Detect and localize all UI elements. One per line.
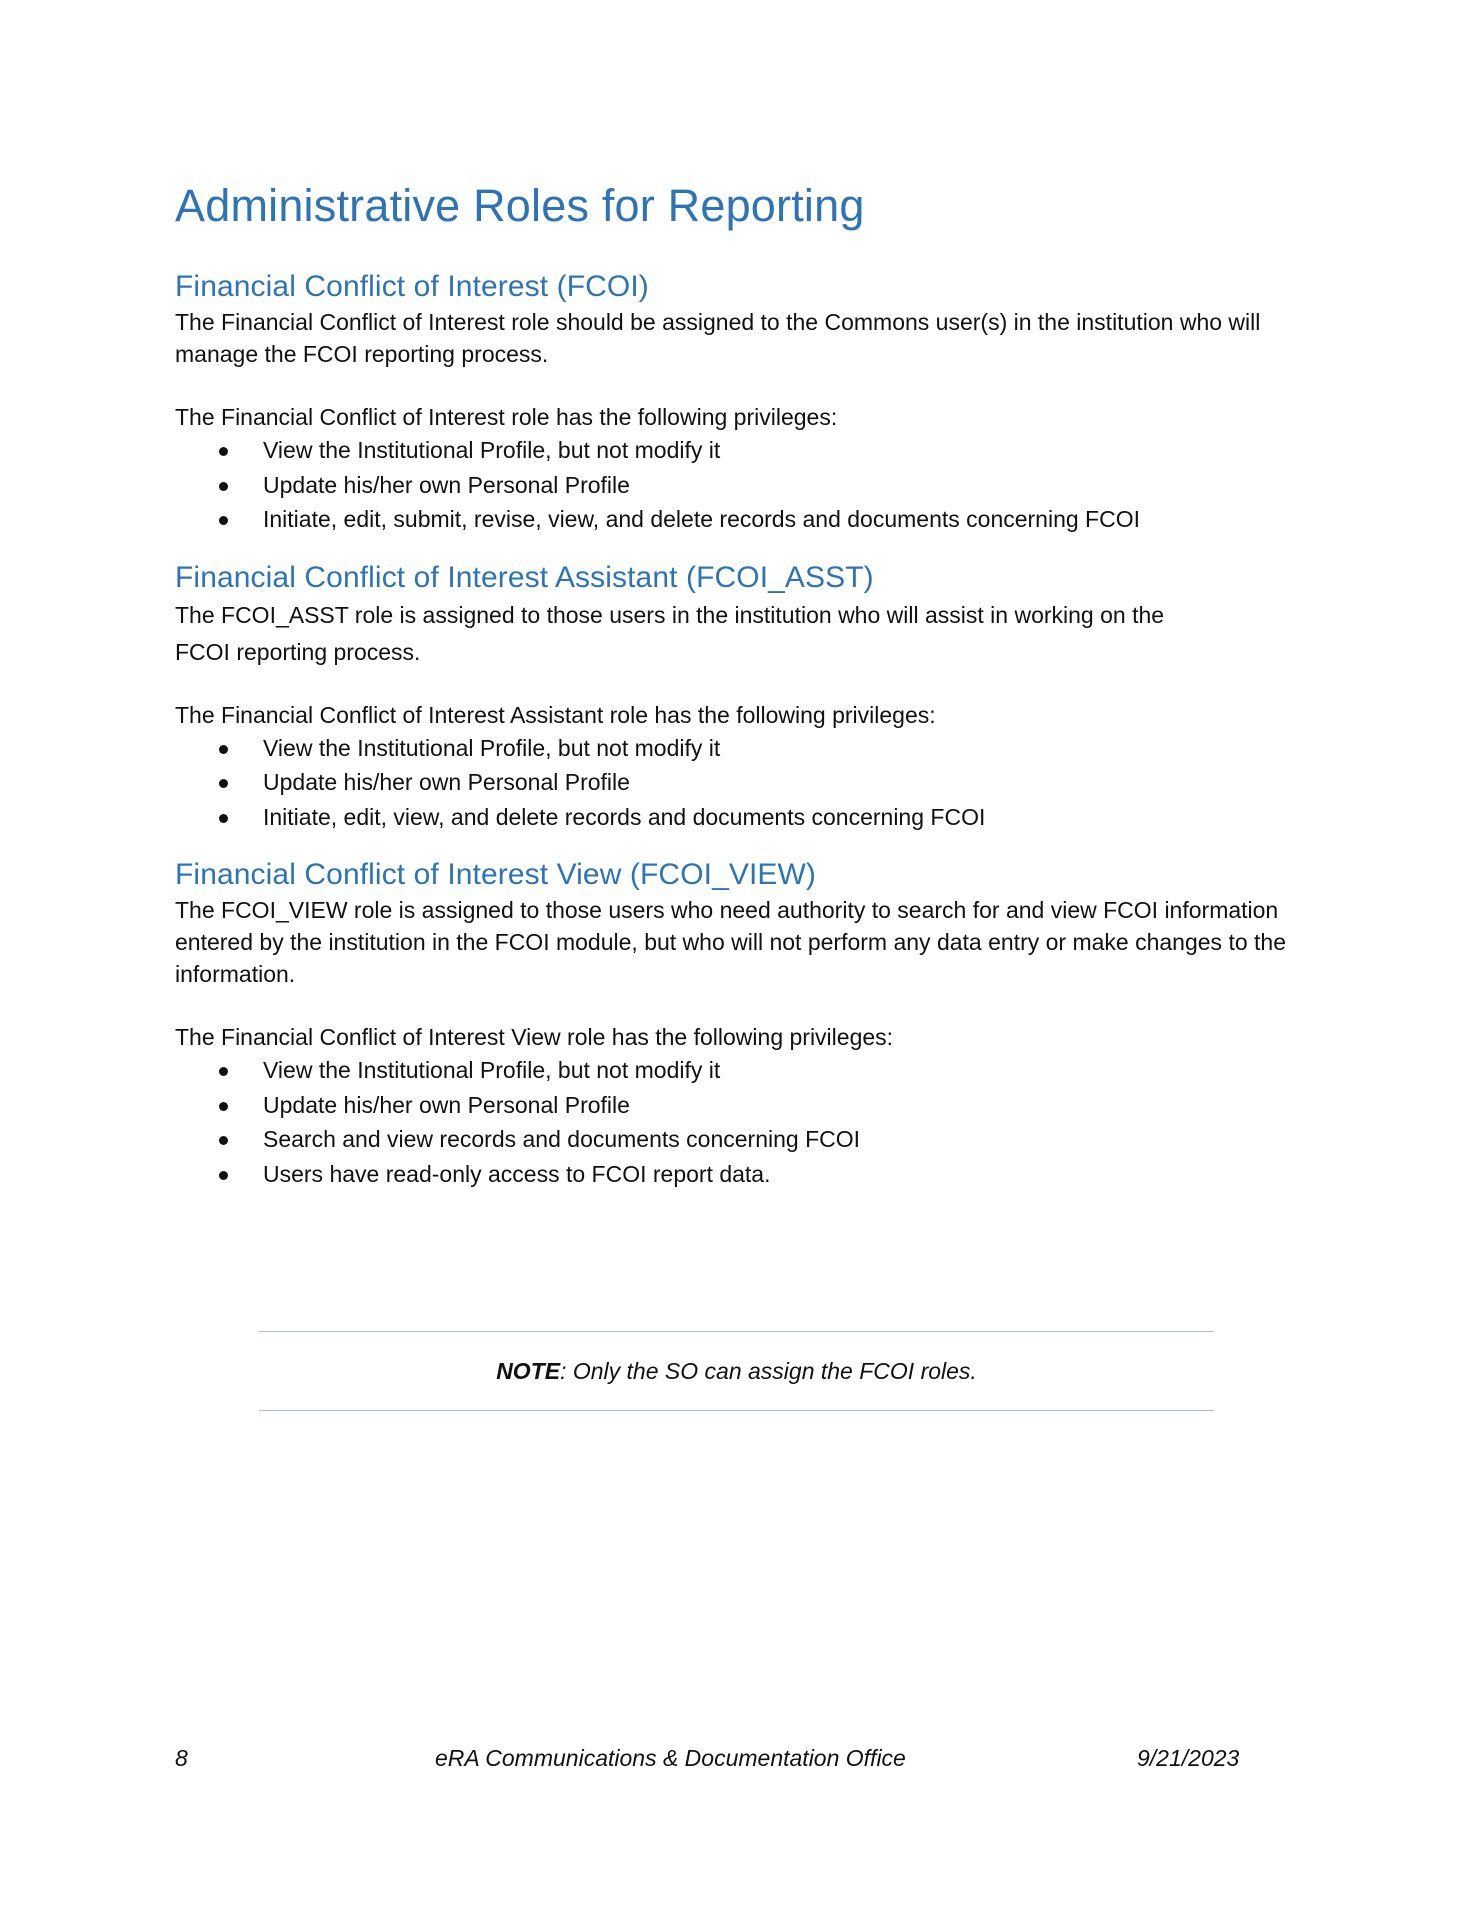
list-item xyxy=(175,800,1325,835)
note-box xyxy=(259,1331,1214,1411)
page-footer xyxy=(0,1745,1484,1779)
section-heading: Financial Conflict of Interest View (FCOI_VIEW) xyxy=(175,858,817,891)
list-item-text: Initiate, edit, view, and delete records and documents concerning FCOI xyxy=(263,803,986,830)
privileges-list xyxy=(175,433,1325,537)
bullet-icon xyxy=(219,814,228,823)
bullet-icon xyxy=(219,1067,228,1076)
bullet-icon xyxy=(219,779,228,788)
list-item xyxy=(175,1053,1325,1088)
privileges-list xyxy=(175,1053,1325,1191)
list-item-text: View the Institutional Profile, but not modify it xyxy=(263,1057,721,1083)
footer-date: 9/21/2023 xyxy=(1137,1745,1240,1771)
section-fcoi xyxy=(175,268,1325,537)
list-item-text: View the Institutional Profile, but not modify it xyxy=(263,437,721,463)
list-item xyxy=(175,1157,1325,1192)
list-item xyxy=(175,433,1325,468)
note-body: : Only the SO can assign the FCOI roles. xyxy=(560,1357,977,1384)
list-item-text: Update his/her own Personal Profile xyxy=(263,1091,630,1118)
bullet-icon xyxy=(219,516,228,525)
bullet-icon xyxy=(219,1102,228,1111)
section-description: The Financial Conflict of Interest role should be assigned to the Commons user(s) in the institution who will manage the FCOI reporting process. xyxy=(175,309,1261,367)
bullet-icon xyxy=(219,1136,228,1145)
list-item-text: Initiate, edit, submit, revise, view, and delete records and documents concerning FCOI xyxy=(263,506,1140,532)
page-number: 8 xyxy=(175,1745,188,1771)
privileges-list xyxy=(175,731,1325,835)
section-fcoi-view xyxy=(175,856,1325,1191)
list-item xyxy=(175,1088,1325,1123)
list-item-text: Update his/her own Personal Profile xyxy=(263,471,630,498)
bullet-icon xyxy=(219,745,228,754)
section-heading: Financial Conflict of Interest Assistant (FCOI_ASST) xyxy=(175,560,874,594)
section-description-line: FCOI reporting process. xyxy=(175,638,421,665)
section-heading: Financial Conflict of Interest (FCOI) xyxy=(175,270,649,303)
privileges-intro: The Financial Conflict of Interest role has the following privileges: xyxy=(175,404,838,430)
note-text xyxy=(496,1358,977,1385)
list-item xyxy=(175,1122,1325,1157)
page-content xyxy=(175,172,1325,1191)
list-item xyxy=(175,502,1325,537)
section-fcoi-asst xyxy=(175,559,1325,835)
list-item-text: Search and view records and documents concerning FCOI xyxy=(263,1126,861,1152)
list-item xyxy=(175,468,1325,503)
footer-office: eRA Communications & Documentation Office xyxy=(435,1745,906,1771)
list-item xyxy=(175,731,1325,766)
privileges-intro: The Financial Conflict of Interest View role has the following privileges: xyxy=(175,1024,894,1050)
list-item-text: Update his/her own Personal Profile xyxy=(263,769,630,795)
bullet-icon xyxy=(219,1171,228,1180)
bullet-icon xyxy=(219,447,228,456)
bullet-icon xyxy=(219,482,228,491)
list-item xyxy=(175,765,1325,800)
section-description: The FCOI_VIEW role is assigned to those users who need authority to search for and view FCOI information entered by the institution in the FCOI module, but who will not perform any data entry or make changes to the information. xyxy=(175,897,1286,987)
note-label: NOTE xyxy=(496,1357,561,1384)
list-item-text: View the Institutional Profile, but not modify it xyxy=(263,734,721,761)
list-item-text: Users have read-only access to FCOI report data. xyxy=(263,1160,771,1187)
section-description-line: The FCOI_ASST role is assigned to those users in the institution who will assist in working on the xyxy=(175,601,1165,628)
page-title: Administrative Roles for Reporting xyxy=(175,180,865,231)
privileges-intro: The Financial Conflict of Interest Assistant role has the following privileges: xyxy=(175,701,936,728)
